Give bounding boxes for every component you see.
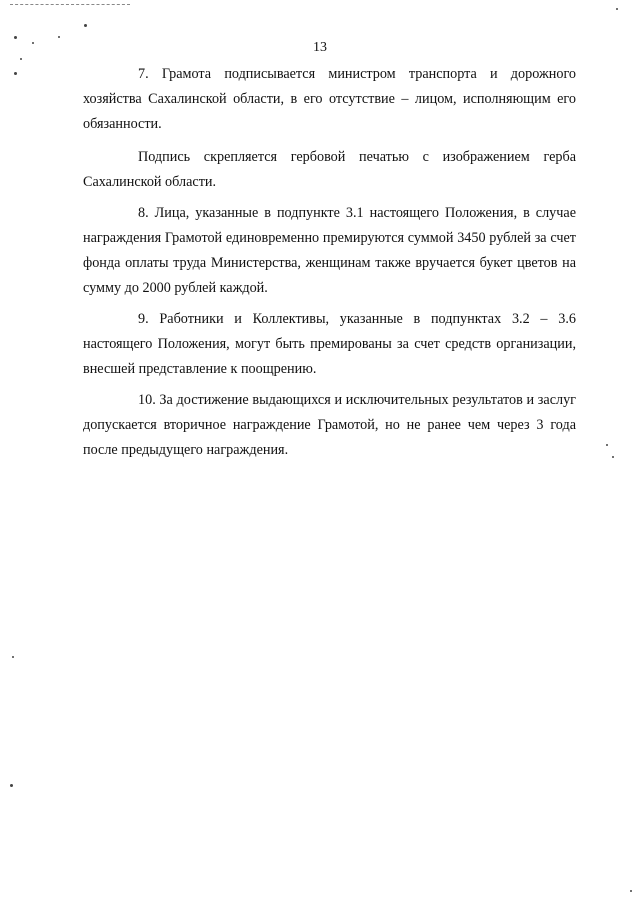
paragraph-10: 10. За достижение выдающихся и исключительных результатов и заслуг допускается вторичное награждение Грамотой, но не ранее чем через 3 года после предыдущего награждения. (83, 392, 576, 458)
scan-speck (20, 58, 22, 60)
document-body (83, 62, 576, 463)
scan-speck (58, 36, 60, 38)
scan-speck (616, 8, 618, 10)
scan-speck (84, 24, 87, 27)
paragraph-signature: Подпись скрепляется гербовой печатью с изображением герба Сахалинской области. (83, 149, 576, 190)
scan-speck (14, 72, 17, 75)
scan-speck (12, 656, 14, 658)
page-number: 13 (313, 40, 327, 55)
scan-speck (14, 36, 17, 39)
scan-artifact-line (10, 4, 130, 5)
paragraph-8: 8. Лица, указанные в подпункте 3.1 настоящего Положения, в случае награждения Грамотой единовременно премируются суммой 3450 рублей за счет фонда оплаты труда Министерства, женщинам также вручается букет цветов на сумму до 2000 рублей каждой. (83, 205, 576, 296)
scan-speck (612, 456, 614, 458)
scan-speck (606, 444, 608, 446)
scan-speck (630, 890, 632, 892)
paragraph-7: 7. Грамота подписывается министром транспорта и дорожного хозяйства Сахалинской области, в его отсутствие – лицом, исполняющим его обязанности. (83, 66, 576, 132)
scan-speck (10, 784, 13, 787)
paragraph-9: 9. Работники и Коллективы, указанные в подпунктах 3.2 – 3.6 настоящего Положения, могут быть премированы за счет средств организации, внесшей представление к поощрению. (83, 311, 576, 377)
